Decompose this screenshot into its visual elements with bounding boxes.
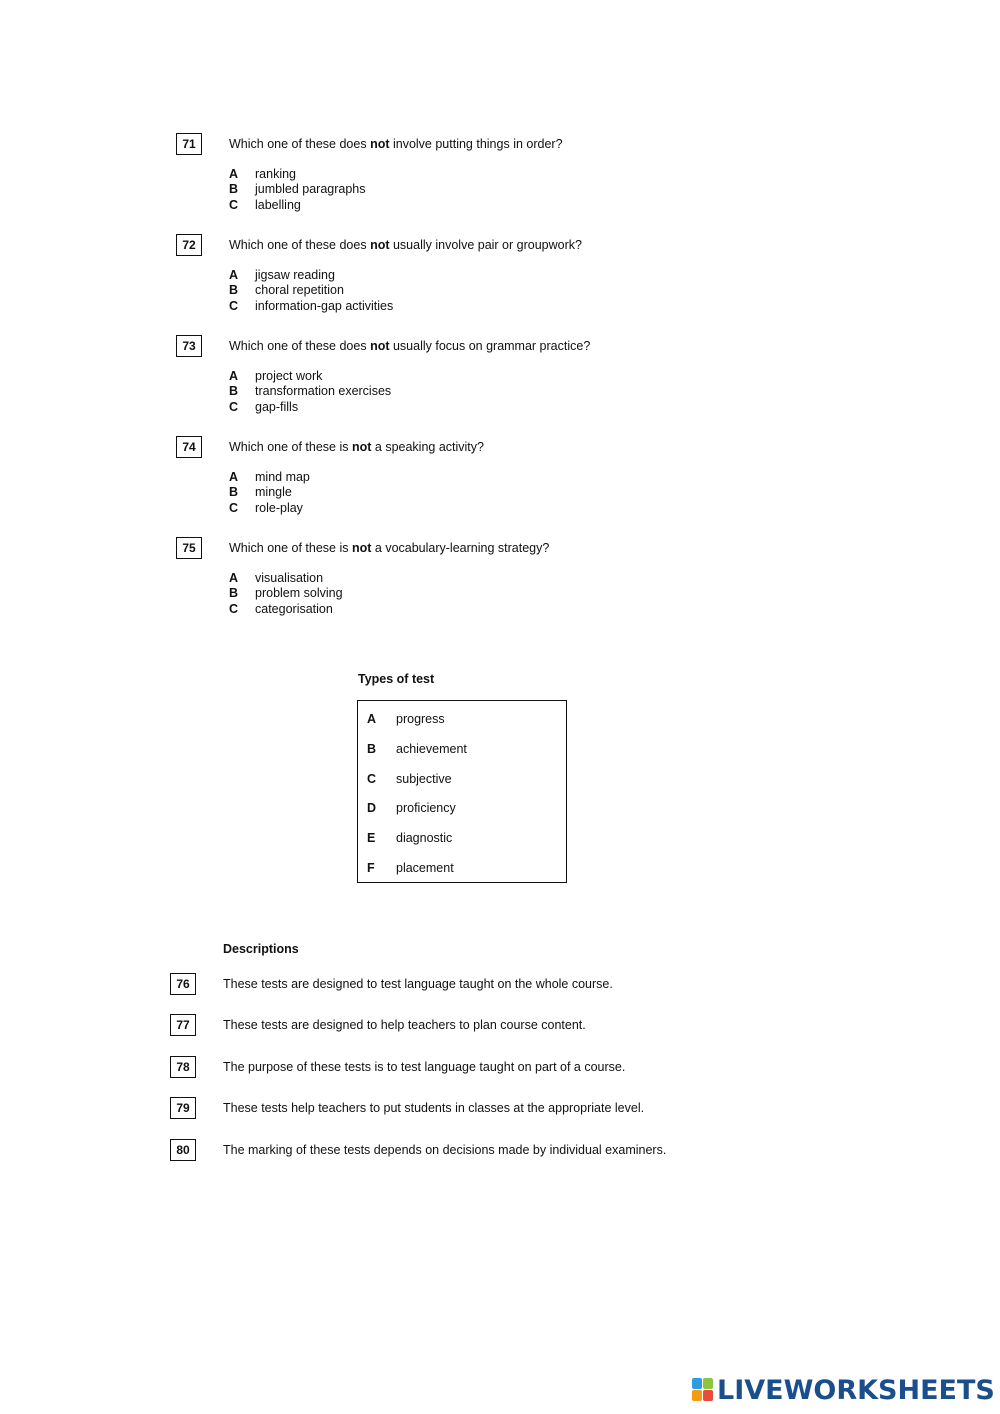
option-b[interactable]: B jumbled paragraphs	[229, 182, 366, 197]
question-number: 73	[176, 335, 202, 357]
types-of-test-box	[357, 700, 567, 883]
option-list	[229, 167, 366, 213]
type-item-c: C subjective	[367, 771, 452, 786]
brand-text: LIVEWORKSHEETS	[717, 1374, 995, 1406]
option-c[interactable]: C categorisation	[229, 601, 333, 616]
answer-box-78[interactable]: 78	[170, 1056, 196, 1078]
question-text: Which one of these is not a vocabulary-learning strategy?	[229, 541, 550, 555]
type-item-f: F placement	[367, 860, 454, 875]
question-text: Which one of these is not a speaking activity?	[229, 440, 484, 454]
description-78	[170, 1056, 770, 1080]
descriptions-heading: Descriptions	[223, 942, 299, 956]
description-text: These tests are designed to test language taught on the whole course.	[223, 977, 613, 991]
answer-box-77[interactable]: 77	[170, 1014, 196, 1036]
question-number: 71	[176, 133, 202, 155]
option-c[interactable]: C labelling	[229, 197, 301, 212]
option-c[interactable]: C gap-fills	[229, 399, 299, 414]
description-77	[170, 1014, 770, 1038]
option-b[interactable]: B mingle	[229, 485, 292, 500]
option-list	[229, 369, 391, 415]
types-of-test-heading: Types of test	[358, 672, 435, 686]
answer-box-80[interactable]: 80	[170, 1139, 196, 1161]
option-list	[229, 571, 343, 617]
question-number: 74	[176, 436, 202, 458]
description-text: These tests are designed to help teachers to plan course content.	[223, 1018, 586, 1032]
answer-box-76[interactable]: 76	[170, 973, 196, 995]
option-list	[229, 470, 310, 516]
option-a[interactable]: A visualisation	[229, 571, 324, 585]
option-list	[229, 268, 393, 314]
type-item-e: E diagnostic	[367, 831, 453, 846]
question-number: 72	[176, 234, 202, 256]
type-item-b: B achievement	[367, 741, 467, 756]
question-text: Which one of these does not usually focus on grammar practice?	[229, 339, 591, 353]
description-text: The marking of these tests depends on decisions made by individual examiners.	[223, 1143, 667, 1157]
liveworksheets-logo-icon	[692, 1378, 714, 1402]
option-c[interactable]: C role-play	[229, 500, 303, 515]
option-a[interactable]: A jigsaw reading	[229, 268, 335, 282]
option-a[interactable]: A ranking	[229, 167, 296, 181]
answer-box-79[interactable]: 79	[170, 1097, 196, 1119]
option-c[interactable]: C information-gap activities	[229, 298, 394, 313]
option-a[interactable]: A project work	[229, 369, 323, 383]
question-text: Which one of these does not usually involve pair or groupwork?	[229, 238, 582, 252]
description-text: These tests help teachers to put students in classes at the appropriate level.	[223, 1101, 645, 1115]
option-a[interactable]: A mind map	[229, 470, 310, 484]
description-79	[170, 1097, 770, 1121]
question-number: 75	[176, 537, 202, 559]
liveworksheets-brand[interactable]	[692, 1373, 995, 1407]
option-b[interactable]: B choral repetition	[229, 283, 344, 298]
description-76	[170, 973, 770, 997]
option-b[interactable]: B problem solving	[229, 586, 343, 601]
description-text: The purpose of these tests is to test language taught on part of a course.	[223, 1060, 626, 1074]
question-text: Which one of these does not involve putting things in order?	[229, 137, 563, 151]
option-b[interactable]: B transformation exercises	[229, 384, 392, 399]
type-item-d: D proficiency	[367, 801, 456, 816]
description-80	[170, 1139, 770, 1163]
type-item-a: A progress	[367, 712, 445, 726]
